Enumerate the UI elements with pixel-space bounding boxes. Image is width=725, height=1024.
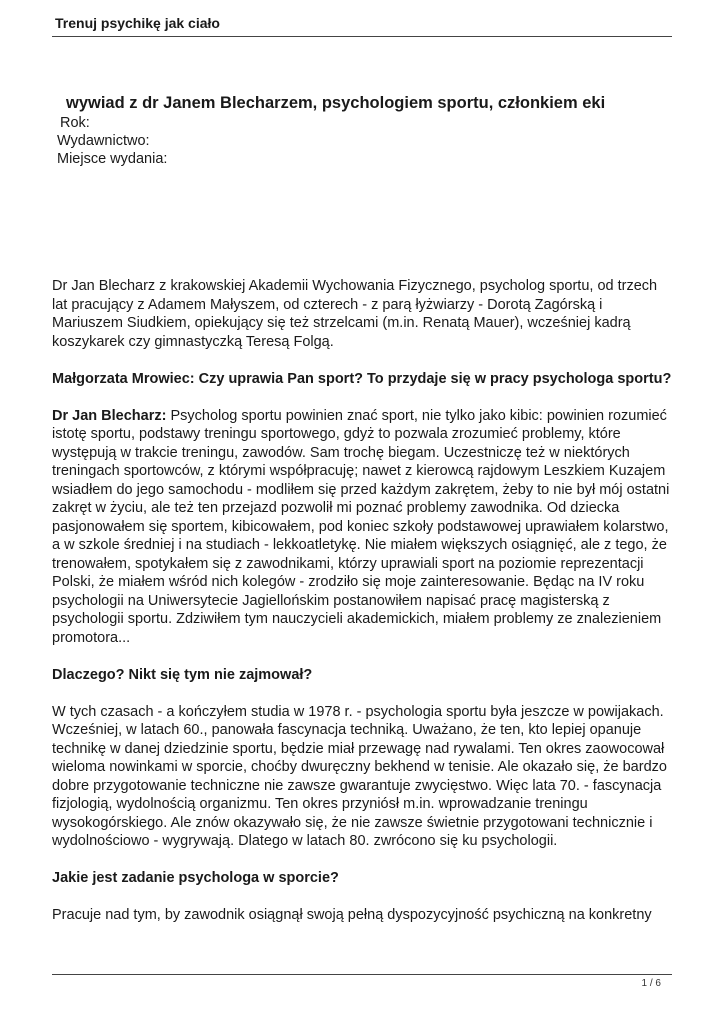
article-body xyxy=(52,277,674,943)
footer-divider xyxy=(52,974,672,975)
answer-2: W tych czasach - a kończyłem studia w 1978 r. - psychologia sportu była jeszcze w powijakach. Wcześniej, w latach 60., panowała fascynacja techniką. Uważano, że ten, kto lepiej opanuje technikę w danej dziedzinie sportu, będzie miał przewagę nad rywalami. Ten okres zaowocował wieloma nowinkami w sporcie, choćby dwuręczny bekhend w tenisie. Ale okazało się, że bardzo dobre przygotowanie techniczne nie zawsze gwarantuje zwycięstwo. Więc lata 70. - fascynacja fizjologią, wydolnością organizmu. Ten okres przyniósł m.in. wprowadzanie treningu wysokogórskiego. Ale znów okazywało się, że nie zawsze świetnie przygotowani technicznie i wydolnościowo - wygrywają. Dlatego w latach 80. zwrócono się ku psychologii. xyxy=(52,703,667,849)
intro-paragraph: Dr Jan Blecharz z krakowskiej Akademii Wychowania Fizycznego, psycholog sportu, od trzech lat pracujący z Adamem Małyszem, od czterech - z parą łyżwiarzy - Dorotą Zagórską i Mariuszem Siudkiem, opiekujący się też strzelcami (m.in. Renatą Mauer), wcześniej kadrą koszykarek czy gimnastyczką Teresą Folgą. xyxy=(52,278,658,350)
question-2: Dlaczego? Nikt się tym nie zajmował? xyxy=(52,666,313,683)
running-header-title: Trenuj psychikę jak ciało xyxy=(55,15,220,31)
question-3: Jakie jest zadanie psychologa w sporcie? xyxy=(52,870,339,886)
year-label: Rok: xyxy=(60,115,90,131)
answer-1 xyxy=(52,407,674,648)
publisher-label: Wydawnictwo: xyxy=(57,133,150,149)
page-number: 1 / 6 xyxy=(641,978,661,989)
question-1: Małgorzata Mrowiec: Czy uprawia Pan sport? To przydaje się w pracy psychologa sportu? xyxy=(52,370,672,387)
place-label: Miejsce wydania: xyxy=(57,151,168,167)
answer-speaker: Dr Jan Blecharz: xyxy=(52,407,167,424)
header-divider xyxy=(52,36,672,37)
answer-3: Pracuje nad tym, by zawodnik osiągnął swoją pełną dyspozycyjność psychiczną na konkretny xyxy=(52,907,652,923)
answer-1-text: Psycholog sportu powinien znać sport, nie tylko jako kibic: powinien rozumieć istotę sportu, podstawy treningu sportowego, gdyż to pozwala zrozumieć problemy, które występują w trakcie treningu, zawodów. Sam trochę biegam. Uczestniczę też w niektórych treningach sportowców, z którymi współpracuję; nawet z kierowcą rajdowym Leszkiem Kuzajem wsiadłem do jego samochodu - modliłem się przed każdym zakrętem, żeby to nie był mój ostatni zakręt w życiu, ale też ten przejazd pozwolił mi poznać problemy zawodnika. Od dziecka pasjonowałem się sportem, kibicowałem, pod koniec szkoły podstawowej uprawiałem kolarstwo, a w szkole średniej i na studiach - lekkoatletykę. Nie miałem większych osiągnięć, ale z tego, że trenowałem, spotykałem się z zawodnikami, którzy uprawiali sport na poziomie reprezentacji Polski, że miałem wśród nich kolegów - zrodziło się moje zainteresowanie. Będąc na IV roku psychologii na Uniwersytecie Jagiellońskim postanowiłem napisać pracę magisterską z psychologii sportu. Zdziwiłem tym nauczycieli akademickich, miałem problemy ze znalezieniem promotora... xyxy=(52,407,670,646)
document-title: wywiad z dr Janem Blecharzem, psychologiem sportu, członkiem eki xyxy=(66,94,606,112)
